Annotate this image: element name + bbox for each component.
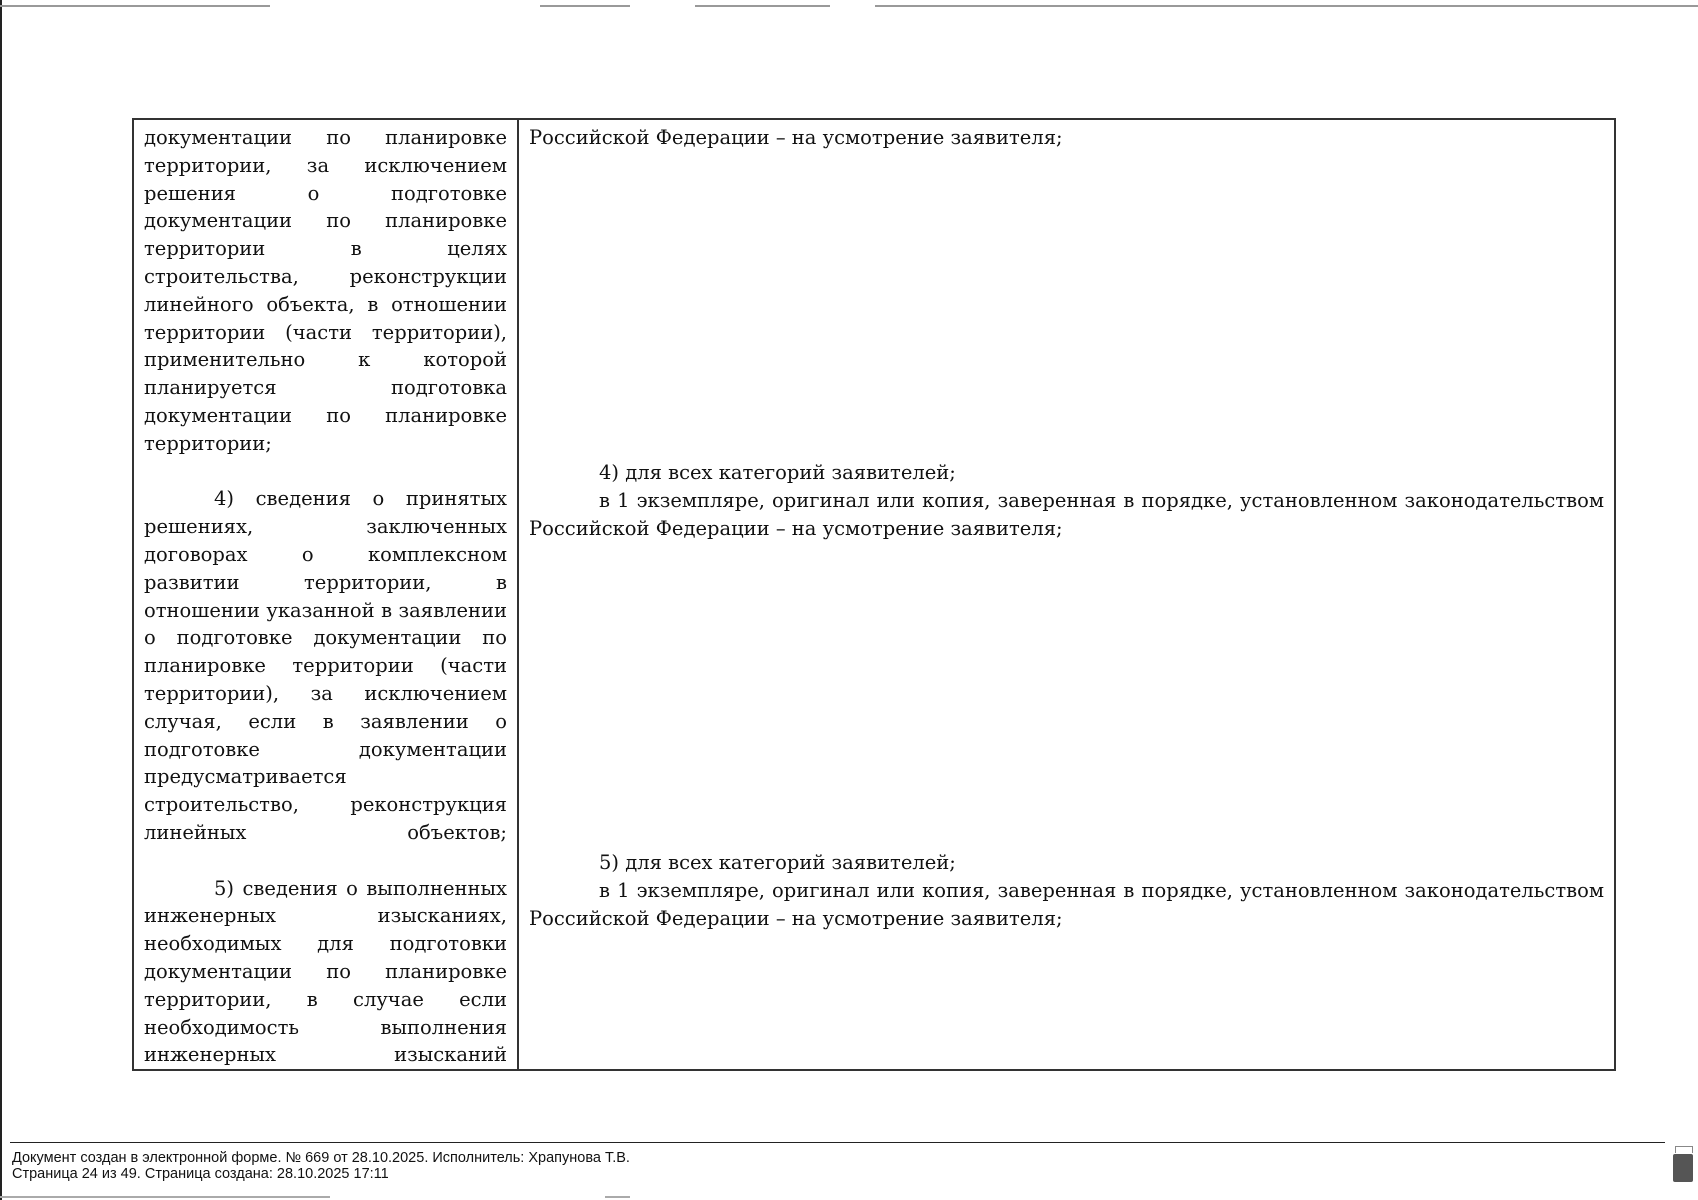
row3-right-category: 5) для всех категорий заявителей;: [599, 851, 956, 874]
row1-left-text: документации по планировке территории, за исключением решения о подготовке документации по планировке территории в целях строительства, реконструкции линейного объекта, в отношении территории (части территории), применительно к которой планируется подготовка документации по планировке территории;: [144, 126, 507, 455]
seal-icon: [1673, 1154, 1693, 1182]
scan-mark: [540, 5, 630, 7]
scan-mark: [875, 5, 1698, 7]
footer-doc-info: Документ создан в электронной форме. № 669 от 28.10.2025. Исполнитель: Храпунова Т.В.: [12, 1150, 630, 1166]
row3-right-copy: в 1 экземпляре, оригинал или копия, заверенная в порядке, установленном законодательством Российской Федерации – на усмотрение заявителя;: [529, 878, 1604, 930]
right-column: [518, 119, 1615, 1070]
left-column: [133, 119, 518, 1070]
row2-right-category: 4) для всех категорий заявителей;: [599, 461, 956, 484]
footer-divider: [10, 1142, 1665, 1143]
row2-left-text: 4) сведения о принятых решениях, заключенных договорах о комплексном развитии территории, в отношении указанной в заявлении о подготовке документации по планировке территории (части территории), за исключением случая, если в заявлении о подготовке документации предусматривается строительство, реконструкция линейных объектов;: [144, 487, 507, 844]
footer-page-info: Страница 24 из 49. Страница создана: 28.10.2025 17:11: [12, 1166, 389, 1182]
crown-icon: [1675, 1146, 1693, 1153]
page-edge: [0, 0, 2, 1200]
document-footer: [12, 1150, 630, 1182]
scan-mark: [0, 5, 270, 7]
row3-left-text: 5) сведения о выполненных инженерных изысканиях, необходимых для подготовки документации по планировке территории, в случае если необходимость выполнения инженерных изысканий: [144, 876, 507, 1067]
scan-mark: [695, 5, 830, 7]
row1-right-line: Российской Федерации – на усмотрение заявителя;: [529, 126, 1063, 149]
document-table: [132, 118, 1616, 1071]
scan-mark: [0, 1196, 330, 1198]
scan-mark: [605, 1196, 630, 1198]
row2-right-copy: в 1 экземпляре, оригинал или копия, заверенная в порядке, установленном законодательством Российской Федерации – на усмотрение заявителя;: [529, 488, 1604, 540]
